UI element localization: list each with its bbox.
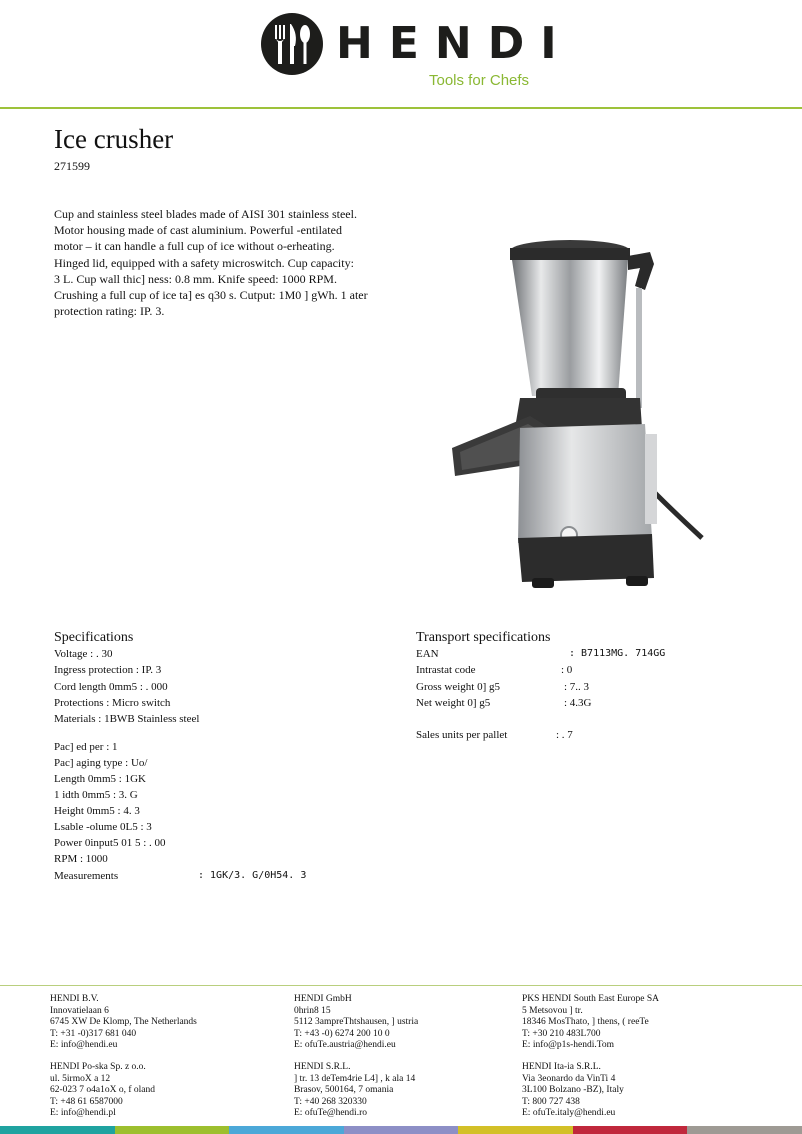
transport-label: Gross weight 0] g5 (416, 681, 501, 693)
footer-line: Via 3eonardo da VinTi 4 (522, 1073, 616, 1084)
spec-row: Power 0input5 01 5 : . 00 (54, 837, 166, 849)
description-line: Cup and stainless steel blades made of AISI 301 stainless steel. (54, 207, 357, 221)
description-line: motor – it can handle a full cup of ice without o-erheating. (54, 239, 335, 254)
footer-line: 6745 XW De Klomp, The Netherlands (50, 1017, 197, 1028)
footer-address-nl (50, 994, 197, 1052)
spec-row: Protections : Micro switch (54, 696, 171, 709)
color-bar-segment (0, 1126, 115, 1134)
description-line: protection rating: IP. 3. (54, 304, 165, 319)
footer-line: HENDI S.R.L. (294, 1062, 351, 1072)
transport-value: : 4.3G (564, 697, 592, 709)
transport-value: : B7113MG. 714GG (569, 648, 666, 659)
footer-line: HENDI Po-ska Sp. z o.o. (50, 1062, 146, 1072)
transport-title: Transport specifications (416, 630, 551, 645)
footer-line: ul. 5irmoX a 12 (50, 1073, 111, 1084)
spec-row: Lsable -olume 0L5 : 3 (54, 821, 152, 833)
footer-line: 62-023 7 o4a1oX o, f oland (50, 1085, 156, 1096)
footer-line: T: +31 -0)317 681 040 (50, 1028, 137, 1039)
footer-address-gr (522, 994, 659, 1052)
footer-line: T: 800 727 438 (522, 1096, 580, 1107)
footer-line: PKS HENDI South East Europe SA (522, 994, 659, 1004)
footer-line: 5112 3ampreThtshausen, ] ustria (294, 1017, 419, 1028)
description-line: Crushing a full cup of ice ta] es q30 s. Cutput: 1M0 ] gWh. 1 ater (54, 288, 368, 303)
spec-row: RPM : 1000 (54, 853, 108, 865)
footer-line: E: ofuTe.italy@hendi.eu (522, 1108, 616, 1119)
footer-address-at (294, 994, 418, 1052)
footer-line: E: ofuTe@hendi.ro (294, 1108, 367, 1119)
product-code: 271599 (54, 159, 90, 173)
footer-line: ] tr. 13 deTem4rie L4] , k ala 14 (294, 1073, 416, 1084)
specifications-group-2 (54, 741, 166, 869)
transport-label: Net weight 0] g5 (416, 697, 491, 709)
color-bar-segment (344, 1126, 459, 1134)
footer-line: T: +40 268 320330 (294, 1096, 367, 1107)
footer-address-pl (50, 1062, 155, 1120)
footer-line: 5 Metsovou ] tr. (522, 1005, 583, 1016)
spec-row: Ingress protection : IP. 3 (54, 664, 162, 677)
transport-value: : 7.. 3 (564, 681, 590, 693)
product-image (440, 238, 710, 594)
color-bar-segment (115, 1126, 230, 1134)
description-line: 3 L. Cup wall thic] ness: 0.8 mm. Knife speed: 1000 RPM. (54, 271, 337, 286)
spec-row: 1 idth 0mm5 : 3. G (54, 789, 138, 801)
footer-address-ro (294, 1062, 415, 1120)
specifications-group-1 (54, 648, 199, 729)
transport-label: EAN (416, 648, 439, 660)
footer-line: 18346 MosThato, ] thens, ( reeTe (522, 1017, 649, 1028)
color-bar-segment (687, 1126, 802, 1134)
footer-line: E: info@hendi.eu (50, 1040, 118, 1051)
transport-value: : 0 (561, 664, 573, 676)
measurements-value: : 1GK/3. G/0H54. 3 (198, 870, 307, 881)
spec-row: Voltage : . 30 (54, 648, 113, 660)
fork-knife-spoon-icon (260, 12, 324, 76)
footer-line: T: +30 210 483L700 (522, 1028, 601, 1039)
product-description (54, 206, 374, 319)
spec-row: Pac] ed per : 1 (54, 741, 118, 753)
spec-row: Height 0mm5 : 4. 3 (54, 805, 140, 817)
footer-line: T: +48 61 6587000 (50, 1096, 123, 1107)
footer-line: T: +43 -0) 6274 200 10 0 (294, 1028, 390, 1039)
footer-line: 3L100 Bolzano -BZ), Italy (522, 1085, 624, 1096)
brand-name: HENDI (336, 18, 573, 69)
color-bar-segment (573, 1126, 688, 1134)
footer-line: 0hrin8 15 (294, 1005, 331, 1016)
spec-row: Materials : 1BWB Stainless steel (54, 713, 200, 726)
footer-line: E: info@hendi.pl (50, 1108, 116, 1119)
spec-row: Pac] aging type : Uo/ (54, 757, 148, 769)
footer-line: E: ofuTe.austria@hendi.eu (294, 1040, 396, 1051)
footer-address-it (522, 1062, 624, 1120)
pallet-value: : . 7 (556, 729, 573, 741)
footer-line: HENDI GmbH (294, 994, 352, 1004)
footer-line: Brasov, 500164, 7 omania (294, 1085, 394, 1096)
spec-row: Length 0mm5 : 1GK (54, 773, 146, 785)
specifications-title: Specifications (54, 630, 134, 645)
description-line: Hinged lid, equipped with a safety microswitch. Cup capacity: (54, 255, 354, 270)
description-line: Motor housing made of cast aluminium. Powerful -entilated (54, 223, 342, 238)
transport-label: Intrastat code (416, 664, 476, 676)
color-bar-segment (458, 1126, 573, 1134)
brand-logo (260, 12, 573, 92)
spec-row: Cord length 0mm5 : . 000 (54, 680, 168, 693)
color-bar-segment (229, 1126, 344, 1134)
footer-line: E: info@p1s-hendi.Tom (522, 1040, 614, 1051)
brand-tagline: Tools for Chefs (429, 72, 530, 89)
product-title: Ice crusher (54, 124, 174, 154)
footer-divider (0, 985, 802, 986)
footer-line: HENDI B.V. (50, 994, 99, 1004)
footer-line: HENDI Ita-ia S.R.L. (522, 1062, 601, 1072)
measurements-label: Measurements (54, 870, 119, 882)
footer-line: Innovatielaan 6 (50, 1005, 109, 1016)
header-divider (0, 107, 802, 109)
pallet-label: Sales units per pallet (416, 729, 508, 741)
